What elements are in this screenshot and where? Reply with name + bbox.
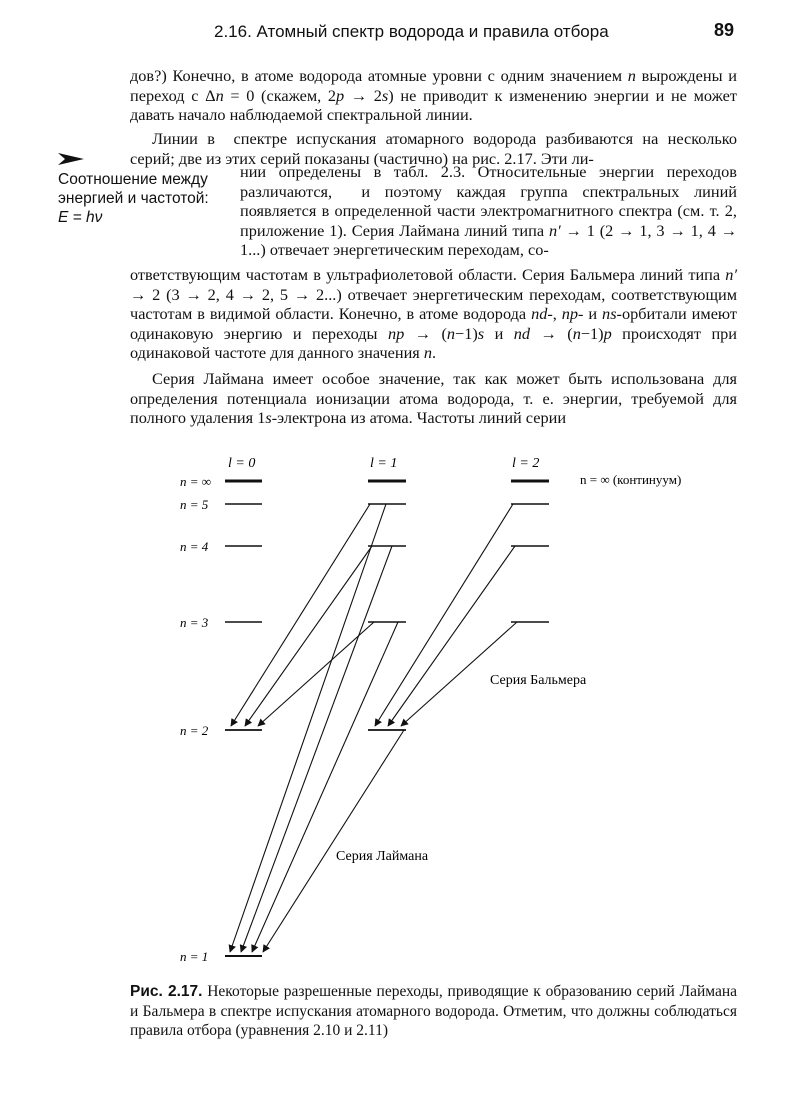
- energy-level-diagram: [0, 440, 794, 980]
- transition-5p-2s: [231, 504, 370, 726]
- transition-5p-1s: [230, 504, 386, 952]
- margin-note-formula: E = hν: [58, 209, 103, 226]
- running-head-title: 2.16. Атомный спектр водорода и правила отбора: [214, 22, 609, 41]
- balmer-to-2s: [231, 504, 374, 726]
- page-number: 89: [713, 20, 734, 40]
- margin-note-line2: энергией и частотой:: [58, 190, 209, 207]
- transition-4p-2s: [245, 546, 372, 726]
- transition-4p-1s: [241, 546, 392, 952]
- running-head: [0, 14, 794, 44]
- levels-l2: [511, 481, 549, 622]
- caption-text: Некоторые разрешенные переходы, приводящие к образованию серий Лаймана и Бальмера в спектре испускания атомарного водорода. Отметим, что должны соблюдаться правила отбора (уравнения 2.10 и 2.11): [130, 983, 738, 1040]
- balmer-series-label: Серия Бальмера: [490, 673, 587, 688]
- paragraph-lyman: Серия Лаймана имеет особое значение, так как может быть использована для определения потенциала ионизации атома водорода, т. е. энергии, требуемой для полного удаления 1s-электрона из атома. Частоты линий серии: [130, 369, 737, 428]
- lyman-to-1s: [230, 504, 404, 952]
- level-label-5: n = 5: [180, 497, 209, 512]
- balmer-to-2p: [375, 504, 517, 726]
- margin-note-line1: Соотношение между: [58, 171, 208, 188]
- levels-l1: [368, 481, 406, 730]
- paragraph-continuation: дов?) Конечно, в атоме водорода атомные уровни с одним значением n вырождены и переход с Δn = 0 (скажем, 2p → 2s) не приводит к изменению энергии и не может давать начало наблюдаемой спектральной линии.: [130, 66, 737, 125]
- column-label-l1: l = 1: [370, 456, 398, 471]
- column-label-l2: l = 2: [512, 456, 540, 471]
- arrow-icon: [58, 152, 84, 166]
- figure-caption: [130, 982, 737, 1041]
- transition-3p-1s: [252, 622, 398, 952]
- transition-2p-1s: [263, 730, 404, 952]
- paragraph-series-intro: Линии в спектре испускания атомарного водорода разбиваются на несколько серий; две из этих серий показаны (частично) на рис. 2.17. Эти ли-: [130, 129, 737, 168]
- level-label-4: n = 4: [180, 539, 209, 554]
- column-label-l0: l = 0: [228, 456, 256, 471]
- transition-5d-2p: [375, 504, 513, 726]
- paragraph-narrow: нии определены в табл. 2.3. Относительные энергии переходов различаются, и поэтому каждая группа спектральных линий появляется в определенной части электромагнитного спектра (см. т. 2, приложение 1). Серия Лаймана линий типа n′ → 1 (2 → 1, 3 → 1, 4 → 1...) отвечает энергетическим переходам, со-: [240, 162, 738, 260]
- levels-l0: [225, 481, 262, 956]
- continuum-label: n = ∞ (континуум): [580, 472, 682, 487]
- transition-4d-2p: [388, 546, 515, 726]
- lyman-series-label: Серия Лаймана: [336, 849, 429, 864]
- level-label-inf: n = ∞: [180, 474, 212, 489]
- level-label-3: n = 3: [180, 615, 209, 630]
- transition-3p-2s: [258, 622, 374, 726]
- margin-note: [58, 152, 228, 227]
- paragraph-balmer: ответствующим частотам в ультрафиолетовой области. Серия Бальмера линий типа n′ → 2 (3 → 2, 4 → 2, 5 → 2...) отвечает энергетическим переходам, соответствующим частотам в видимой области. Конечно, в атоме водорода nd-, np- и ns-орбитали имеют одинаковую энергию и переходы np → (n−1)s и nd → (n−1)p происходят при одинаковой частоте для данного значения n.: [130, 265, 738, 363]
- level-label-1: n = 1: [180, 949, 209, 964]
- caption-label: Рис. 2.17.: [130, 983, 203, 1000]
- level-label-2: n = 2: [180, 723, 209, 738]
